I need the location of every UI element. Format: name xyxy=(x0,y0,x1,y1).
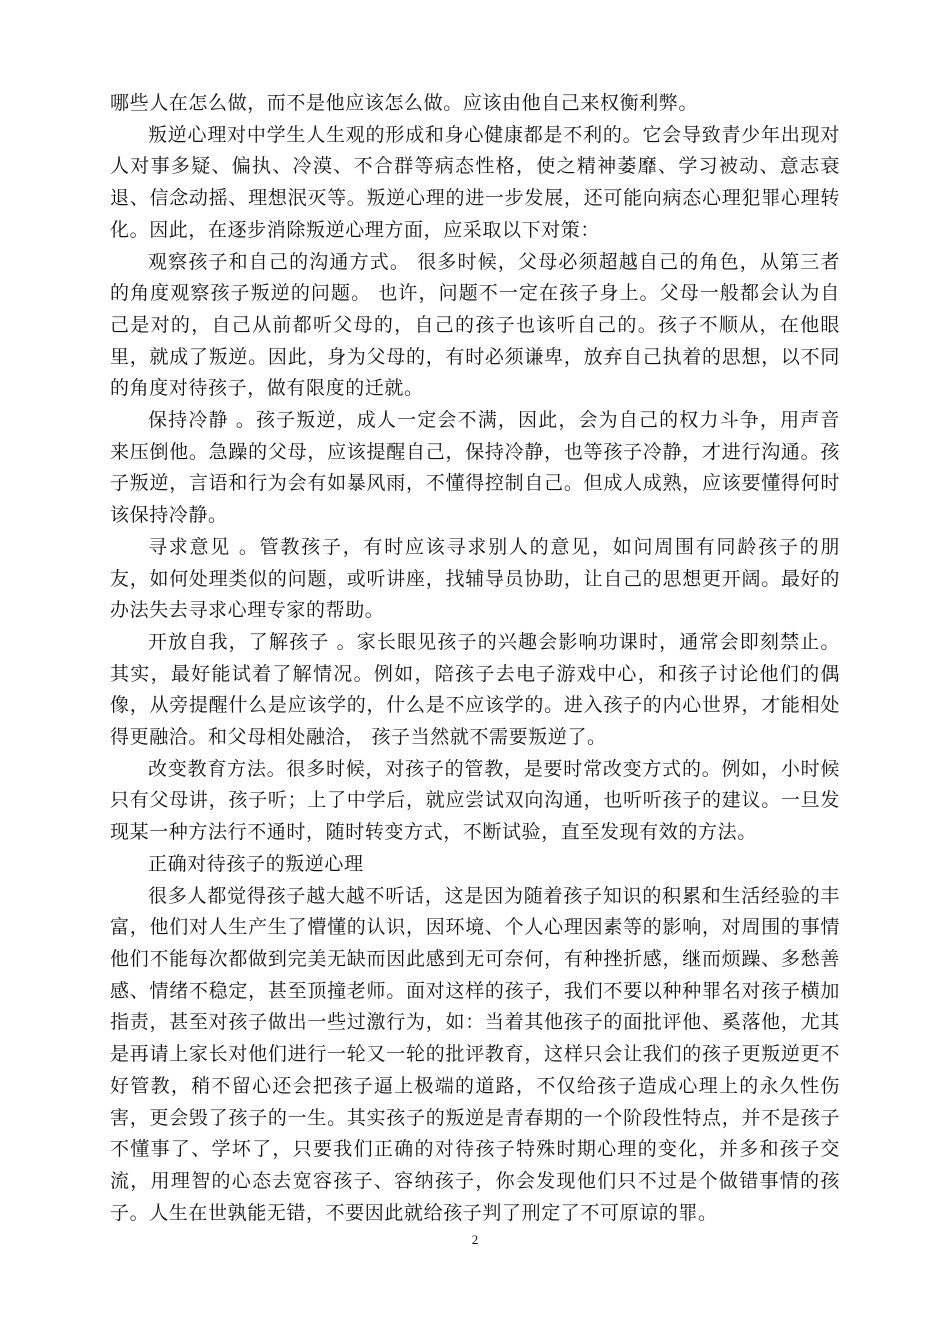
paragraph-change-methods: 改变教育方法。很多时候，对孩子的管教，是要时常改变方式的。例如，小时候只有父母讲，孩子听；上了中学后，就应尝试双向沟通，也听听孩子的建议。一旦发现某一种方法行不通时，随时转变方式，不断试验，直至发现有效的方法。 xyxy=(110,757,840,844)
paragraph-observe-communication: 观察孩子和自己的沟通方式。 很多时候，父母必须超越自己的角色，从第三者的角度观察孩子叛逆的问题。 也许，问题不一定在孩子身上。父母一般都会认为自己是对的，自己从前都听父母的，自己的孩子也该听自己的。孩子不顺从，在他眼里，就成了叛逆。因此，身为父母的，有时必须谦卑，放弃自己执着的思想，以不同的角度对待孩子，做有限度的迁就。 xyxy=(110,250,840,400)
section-heading: 正确对待孩子的叛逆心理 xyxy=(148,852,364,875)
document-body xyxy=(110,88,840,1229)
paragraph-seek-advice: 寻求意见 。管教孩子，有时应该寻求别人的意见，如问周围有同龄孩子的朋友，如何处理类似的问题，或听讲座，找辅导员协助，让自己的思想更开阔。最好的办法失去寻求心理专家的帮助。 xyxy=(110,535,840,622)
paragraph-continued: 哪些人在怎么做，而不是他应该怎么做。应该由他自己来权衡利弊。 xyxy=(110,92,699,114)
paragraph-rebellion-harm: 叛逆心理对中学生人生观的形成和身心健康都是不利的。它会导致青少年出现对人对事多疑、偏执、冷漠、不合群等病态性格，使之精神萎靡、学习被动、意志衰退、信念动摇、理想泯灭等。叛逆心理的进一步发展，还可能向病态心理犯罪心理转化。因此，在逐步消除叛逆心理方面，应采取以下对策： xyxy=(110,123,840,241)
page-number: 2 xyxy=(471,1232,479,1247)
paragraph-correct-treatment: 很多人都觉得孩子越大越不听话，这是因为随着孩子知识的积累和生活经验的丰富，他们对人生产生了懵懂的认识，因环境、个人心理因素等的影响，对周围的事情他们不能每次都做到完美无缺而因此感到无可奈何，有种挫折感，继而烦躁、多愁善感、情绪不稳定，甚至顶撞老师。面对这样的孩子，我们不要以种种罪名对孩子横加指责，甚至对孩子做出一些过激行为，如：当着其他孩子的面批评他、奚落他，尤其是再请上家长对他们进行一轮又一轮的批评教育，这样只会让我们的孩子更叛逆更不好管教，稍不留心还会把孩子逼上极端的道路，不仅给孩子造成心理上的永久性伤害，更会毁了孩子的一生。其实孩子的叛逆是青春期的一个阶段性特点，并不是孩子不懂事了、学坏了，只要我们正确的对待孩子特殊时期心理的变化，并多和孩子交流，用理智的心态去宽容孩子、容纳孩子，你会发现他们只不过是个做错事情的孩子。人生在世孰能无错，不要因此就给孩子判了刑定了不可原谅的罪。 xyxy=(110,884,840,1224)
paragraph-open-self: 开放自我，了解孩子 。家长眼见孩子的兴趣会影响功课时，通常会即刻禁止。其实，最好能试着了解情况。例如，陪孩子去电子游戏中心，和孩子讨论他们的偶像，从旁提醒什么是应该学的，什么是不应该学的。进入孩子的内心世界，才能相处得更融洽。和父母相处融洽， 孩子当然就不需要叛逆了。 xyxy=(110,630,840,749)
paragraph-stay-calm: 保持冷静 。孩子叛逆，成人一定会不满，因此，会为自己的权力斗争，用声音来压倒他。急躁的父母，应该提醒自己，保持冷静，也等孩子冷静，才进行沟通。孩子叛逆，言语和行为会有如暴风雨，不懂得控制自己。但成人成熟，应该要懂得何时该保持冷静。 xyxy=(110,409,840,527)
